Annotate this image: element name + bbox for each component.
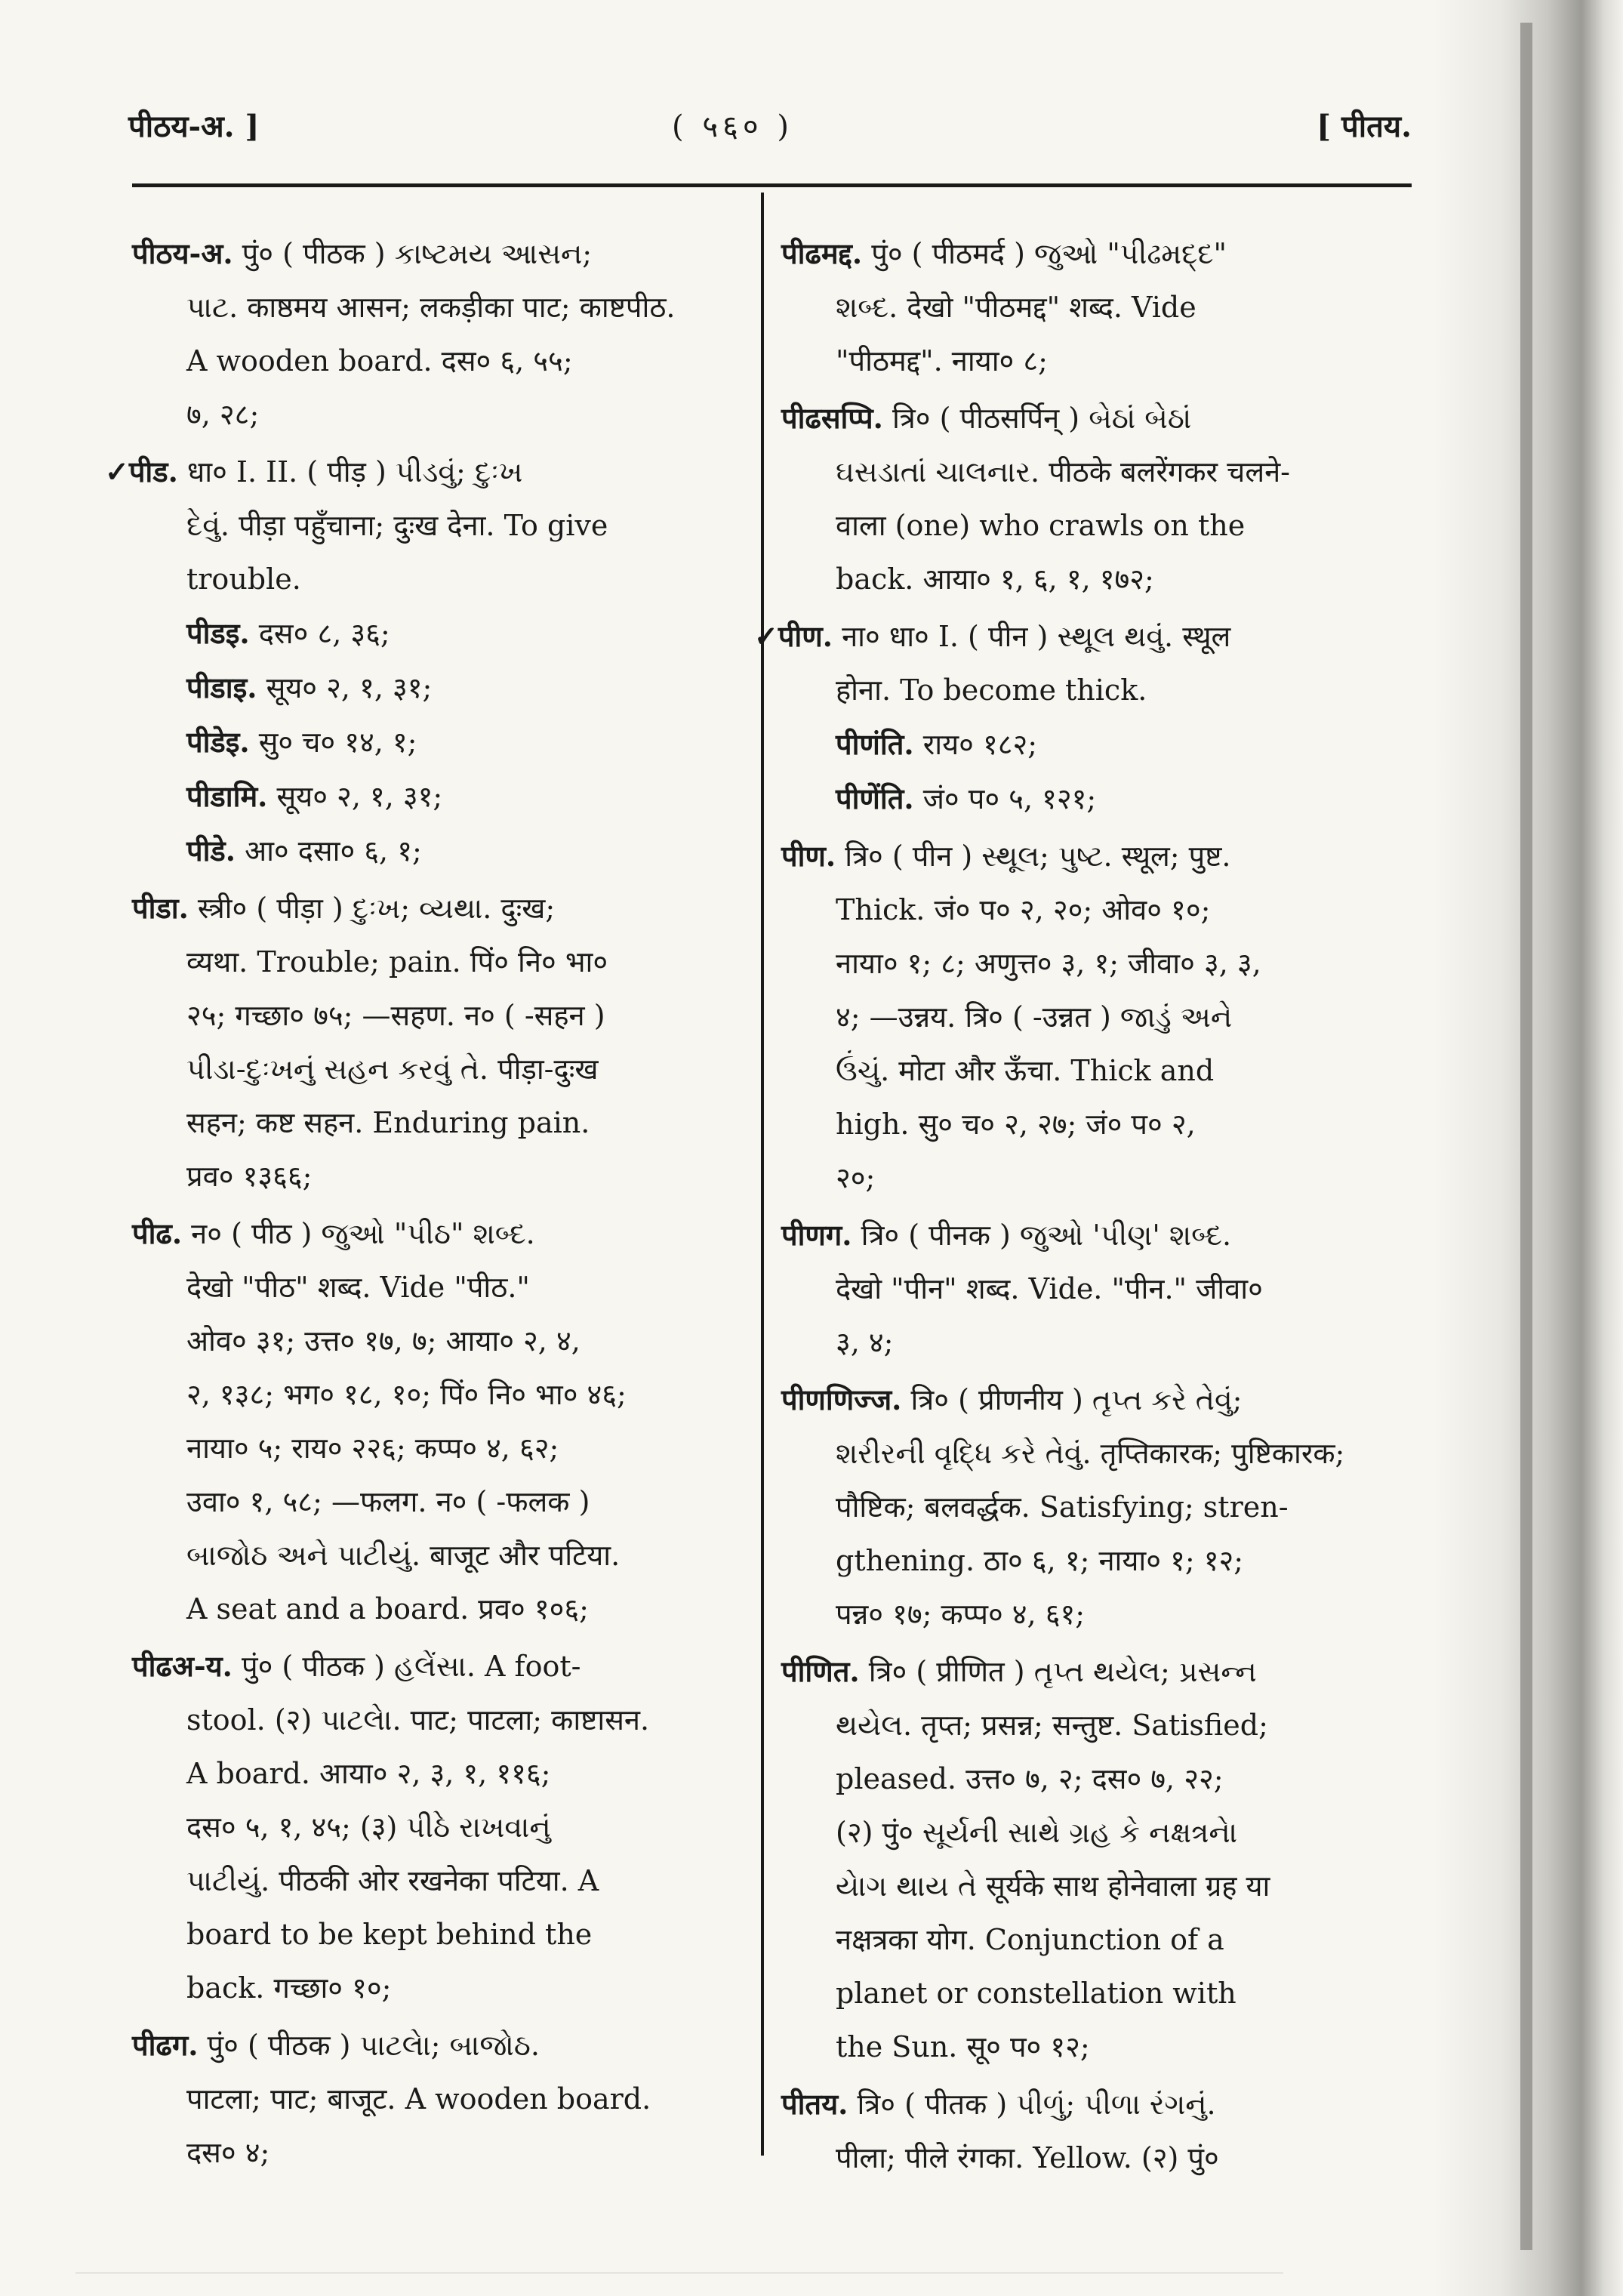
- page-header: [128, 91, 1412, 151]
- entry-text: स्त्री० ( पीड़ा ) દુઃખ; વ્યથા. दुःख;: [188, 892, 556, 925]
- header-rule: [132, 183, 1412, 187]
- entry-line: [132, 1693, 736, 1747]
- entry-line: [781, 1752, 1385, 1806]
- sub-form-headword: पीडइ.: [186, 616, 250, 650]
- entry-text: (२) पुं० સૂર્યની સાથે ગ્રહ કે નક્ષત્રનેા: [836, 1816, 1238, 1849]
- dictionary-entry: [781, 1208, 1385, 1370]
- entry-text: त्रि० ( प्रीणनीय ) તૃપ્ત કરે તેવું;: [901, 1383, 1243, 1416]
- entry-first-line: [132, 1639, 736, 1693]
- headword: पीणणिज्ज.: [781, 1382, 902, 1416]
- headword: पीडा.: [132, 891, 189, 925]
- entry-first-line: [105, 445, 736, 499]
- sub-form-reference: सु० च० १४, १;: [249, 726, 417, 759]
- header-right-guideword: [ पीतय.: [1317, 109, 1412, 144]
- sub-form-reference: सूय० २, १, ३१;: [257, 671, 433, 704]
- entry-line: [781, 1427, 1385, 1481]
- entry-first-line: [781, 1208, 1385, 1262]
- entry-text: થયેલ. तृप्त; प्रसन्न; सन्तुष्ट. Satisfied;: [836, 1709, 1268, 1742]
- sub-form-headword: पीणेंति.: [836, 781, 914, 815]
- headword: पीण.: [778, 619, 833, 653]
- entry-text: २, १३८; भग० १८, १०; पिं० नि० भा० ४६;: [186, 1378, 627, 1411]
- entry-line: [781, 1967, 1385, 2020]
- entry-text: pleased. उत्त० ७, २; दस० ७, २२;: [836, 1762, 1224, 1795]
- entry-line: [781, 1151, 1385, 1205]
- entry-text: त्रि० ( पीतक ) પીળું; પીળા રંગનું.: [848, 2088, 1216, 2121]
- dictionary-entry: [781, 2077, 1385, 2185]
- entry-line: [132, 1801, 736, 1854]
- dictionary-entry: [132, 1639, 736, 2015]
- entry-text: त्रि० ( पीन ) સ્થૂલ; પુષ્ટ. स्थूल; पुष्ट.: [836, 840, 1231, 873]
- sub-form-reference: दस० ८, ३६;: [249, 617, 390, 650]
- entry-text: पुं० ( पीठमर्द ) જુઓ "પીઢમદ્દ": [862, 237, 1227, 270]
- entry-text: board to be kept behind the: [186, 1918, 593, 1951]
- entry-line: [132, 1583, 736, 1636]
- headword: पीण.: [781, 839, 836, 873]
- entry-text: पीला; पीले रंगका. Yellow. (२) पुं०: [836, 2141, 1219, 2174]
- entry-line: [781, 1098, 1385, 1151]
- dictionary-entry: [781, 829, 1385, 1205]
- sub-form-reference: राय० १८२;: [913, 728, 1038, 761]
- entry-text: २५; गच्छा० ७५; —सहण. न० ( -सहन ): [186, 999, 605, 1032]
- entry-line: [781, 334, 1385, 388]
- entry-line: [132, 1962, 736, 2015]
- entry-text: पौष्टिक; बलवर्द्धक. Satisfying; stren-: [836, 1490, 1289, 1524]
- entry-line: [132, 553, 736, 606]
- sub-form-headword: पीणंति.: [836, 727, 914, 761]
- entry-line: [132, 1150, 736, 1203]
- entry-first-line: [781, 1373, 1385, 1427]
- entry-line: [132, 2073, 736, 2126]
- dictionary-entry: [781, 391, 1385, 606]
- headword: पीढमद्द.: [781, 236, 863, 270]
- entry-text: શબ્દ. देखो "पीठमद्द" शब्द. Vide: [836, 291, 1196, 324]
- entry-text: પાટ. काष्ठमय आसन; लकड़ीका पाट; काष्टपीठ.: [186, 291, 676, 324]
- entry-line: [781, 281, 1385, 334]
- left-column: [105, 227, 736, 2183]
- entry-text: दस० ४;: [186, 2136, 270, 2169]
- dictionary-entry: [132, 227, 736, 442]
- entry-text: पाटला; पाट; बाजूट. A wooden board.: [186, 2082, 651, 2116]
- sub-form-reference: सूय० २, १, ३१;: [267, 780, 443, 813]
- entry-text: "पीठमद्द". नाया० ८;: [836, 344, 1048, 378]
- entry-line: [132, 1908, 736, 1962]
- entry-text: सहन; कष्ट सहन. Enduring pain.: [186, 1106, 590, 1139]
- entry-line: [781, 1316, 1385, 1370]
- entry-text: धा० I. II. ( पीड़ ) પીડવું; દુઃખ: [177, 455, 523, 488]
- entry-text: યેાગ થાય તે सूर्यके साथ होनेवाला ग्रह या: [836, 1869, 1270, 1903]
- entry-line: [781, 499, 1385, 553]
- entry-line: [781, 1860, 1385, 1913]
- sub-form: [781, 717, 1385, 772]
- dictionary-entry: [781, 1373, 1385, 1641]
- entry-text: पन्न० १७; कप्प० ४, ६१;: [836, 1598, 1086, 1631]
- root-check-mark: ✓: [105, 455, 129, 488]
- sub-form: [781, 772, 1385, 826]
- entry-text: gthening. ठा० ६, १; नाया० १; १२;: [836, 1544, 1244, 1577]
- sub-form-reference: आ० दसा० ६, १;: [236, 834, 422, 868]
- headword: पीणग.: [781, 1218, 852, 1252]
- entry-text: नाया० १; ८; अणुत्त० ३, १; जीवा० ३, ३,: [836, 947, 1261, 980]
- entry-line: [132, 1475, 736, 1529]
- entry-line: [781, 1044, 1385, 1098]
- entry-first-line: [132, 1207, 736, 1261]
- entry-line: [132, 1747, 736, 1801]
- sub-form: [132, 769, 736, 824]
- entry-line: [132, 1422, 736, 1475]
- entry-line: [132, 388, 736, 442]
- entry-text: ઉંચું. मोटा और ऊँचा. Thick and: [836, 1054, 1215, 1087]
- dictionary-entry: [132, 881, 736, 1203]
- entry-text: वाला (one) who crawls on the: [836, 509, 1246, 542]
- dictionary-entry: [132, 2018, 736, 2180]
- entry-text: न० ( पीठ ) જુઓ "પીઠ" શબ્દ.: [182, 1217, 535, 1250]
- entry-line: [132, 1529, 736, 1583]
- entry-line: [781, 1262, 1385, 1316]
- entry-text: त्रि० ( प्रीणित ) તૃપ્ત થયેલ; પ્રસન્ન: [859, 1655, 1257, 1688]
- entry-text: होना. To become thick.: [836, 673, 1147, 707]
- entry-first-line: [754, 609, 1385, 664]
- entry-first-line: [781, 1644, 1385, 1699]
- sub-form: [132, 661, 736, 715]
- entry-line: [132, 1043, 736, 1096]
- entry-text: back. गच्छा० १०;: [186, 1971, 392, 2005]
- sub-form-headword: पीडामि.: [186, 779, 268, 813]
- column-divider: [761, 193, 764, 2156]
- entry-first-line: [132, 227, 736, 281]
- headword: पीढअ-य.: [132, 1649, 233, 1683]
- sub-form-headword: पीडेइ.: [186, 725, 250, 759]
- entry-line: [781, 445, 1385, 499]
- entry-first-line: [132, 2018, 736, 2073]
- entry-text: देखो "पीन" शब्द. Vide. "पीन." जीवा०: [836, 1272, 1263, 1305]
- entry-text: A wooden board. दस० ६, ५५;: [186, 344, 573, 378]
- entry-first-line: [781, 227, 1385, 281]
- entry-line: [132, 1261, 736, 1314]
- sub-form-headword: पीडाइ.: [186, 670, 257, 704]
- entry-text: દેવું. पीड़ा पहुँचाना; दुःख देना. To give: [186, 509, 608, 542]
- entry-line: [132, 2126, 736, 2180]
- entry-text: A seat and a board. प्रव० १०६;: [186, 1592, 589, 1626]
- entry-text: पुं० ( पीठक ) હલેંસા. A foot-: [232, 1650, 581, 1683]
- entry-text: A board. आया० २, ३, १, ११६;: [186, 1757, 551, 1790]
- entry-line: [781, 1913, 1385, 1967]
- entry-text: high. सु० च० २, २७; जं० प० २,: [836, 1108, 1196, 1141]
- entry-text: नाया० ५; राय० २२६; कप्प० ४, ६२;: [186, 1432, 559, 1465]
- right-column: [754, 227, 1385, 2188]
- root-check-mark: ✓: [754, 619, 778, 653]
- entry-text: उवा० १, ५८; —फलग. न० ( -फलक ): [186, 1485, 590, 1518]
- headword: पीढसप्पि.: [781, 401, 883, 435]
- entry-line: [781, 1588, 1385, 1641]
- headword: पीढग.: [132, 2028, 199, 2062]
- entry-line: [132, 1854, 736, 1908]
- dictionary-entry: [754, 609, 1385, 826]
- entry-line: [132, 1096, 736, 1150]
- entry-line: [132, 334, 736, 388]
- headword: पीढ.: [132, 1216, 183, 1250]
- entry-line: [781, 2131, 1385, 2185]
- entry-text: શરીરની વૃદ્ધિ કરે તેવું. तृप्तिकारक; पुष्टिकारक;: [836, 1437, 1345, 1470]
- entry-text: પીડા-દુઃખનું સહન કરવું તે. पीड़ा-दुःख: [186, 1052, 599, 1086]
- entry-line: [132, 1314, 736, 1368]
- dictionary-entry: [105, 445, 736, 878]
- entry-line: [132, 935, 736, 989]
- headword: पीतय.: [781, 2087, 848, 2121]
- dictionary-entry: [132, 1207, 736, 1636]
- entry-text: व्यथा. Trouble; pain. पिं० नि० भा०: [186, 945, 608, 978]
- sub-form: [132, 824, 736, 878]
- dictionary-entry: [781, 227, 1385, 388]
- entry-line: [132, 499, 736, 553]
- header-left-guideword: पीठय-अ. ]: [128, 109, 260, 144]
- entry-text: stool. (२) પાટલેા. पाट; पाटला; काष्टासन.: [186, 1703, 650, 1737]
- sub-form: [132, 606, 736, 661]
- dictionary-entry: [781, 1644, 1385, 2074]
- entry-text: ઘસડાતાં ચાલનાર. पीठके बलरेंगकर चलने-: [836, 455, 1291, 488]
- entry-text: ओव० ३१; उत्त० १७, ७; आया० २, ४,: [186, 1324, 581, 1358]
- entry-text: त्रि० ( पीनक ) જુઓ 'પીણ' શબ્દ.: [852, 1219, 1232, 1252]
- entry-line: [132, 989, 736, 1043]
- entry-line: [781, 1481, 1385, 1534]
- entry-text: trouble.: [186, 562, 301, 596]
- headword: पीठय-अ.: [132, 236, 233, 270]
- entry-line: [781, 937, 1385, 991]
- entry-line: [781, 2020, 1385, 2074]
- entry-text: दस० ५, १, ४५; (३) પીઠે રાખવાનું: [186, 1811, 551, 1844]
- entry-text: ना० धा० I. ( पीन ) સ્થૂલ થવું. स्थूल: [832, 620, 1231, 653]
- sub-form-headword: पीडे.: [186, 834, 236, 868]
- sub-form: [132, 715, 736, 769]
- entry-line: [781, 1534, 1385, 1588]
- entry-line: [781, 1806, 1385, 1860]
- entry-text: २०;: [836, 1161, 876, 1194]
- entry-first-line: [132, 881, 736, 935]
- entry-line: [781, 1699, 1385, 1752]
- entry-first-line: [781, 391, 1385, 445]
- entry-text: पुं० ( पीठक ) કાષ્ટમય આસન;: [233, 237, 593, 270]
- entry-text: ७, २८;: [186, 398, 260, 431]
- entry-text: देखो "पीठ" शब्द. Vide "पीठ.": [186, 1271, 530, 1304]
- entry-line: [781, 883, 1385, 937]
- entry-text: back. आया० १, ६, १, १७२;: [836, 562, 1154, 596]
- entry-line: [132, 281, 736, 334]
- entry-text: બાજોઠ અને પાટીયું. बाजूट और पटिया.: [186, 1539, 621, 1572]
- sub-form-reference: जं० प० ५, १२१;: [913, 782, 1097, 815]
- entry-line: [781, 991, 1385, 1044]
- entry-text: Thick. जं० प० २, २०; ओव० १०;: [836, 893, 1211, 926]
- entry-first-line: [781, 2077, 1385, 2131]
- page-number: ( ५६० ): [672, 109, 794, 144]
- entry-line: [781, 664, 1385, 717]
- entry-text: ३, ४;: [836, 1326, 894, 1359]
- entry-text: ४; —उन्नय. त्रि० ( -उन्नत ) જાડું અને: [836, 1000, 1233, 1034]
- entry-text: પાટીયું. पीठकी ओर रखनेका पटिया. A: [186, 1864, 599, 1897]
- entry-text: प्रव० १३६६;: [186, 1160, 313, 1193]
- entry-text: नक्षत्रका योग. Conjunction of a: [836, 1923, 1224, 1956]
- headword: पीणित.: [781, 1654, 860, 1688]
- entry-first-line: [781, 829, 1385, 883]
- entry-text: पुं० ( पीठक ) પાટલેા; બાજોઠ.: [198, 2029, 540, 2062]
- entry-text: planet or constellation with: [836, 1977, 1236, 2010]
- entry-text: त्रि० ( पीठसर्पिन् ) બેઠાં બેઠાં: [882, 402, 1192, 435]
- book-gutter-line: [1520, 23, 1532, 2250]
- entry-line: [132, 1368, 736, 1422]
- headword: पीड.: [128, 455, 178, 488]
- entry-line: [781, 553, 1385, 606]
- entry-text: the Sun. सू० प० १२;: [836, 2030, 1090, 2063]
